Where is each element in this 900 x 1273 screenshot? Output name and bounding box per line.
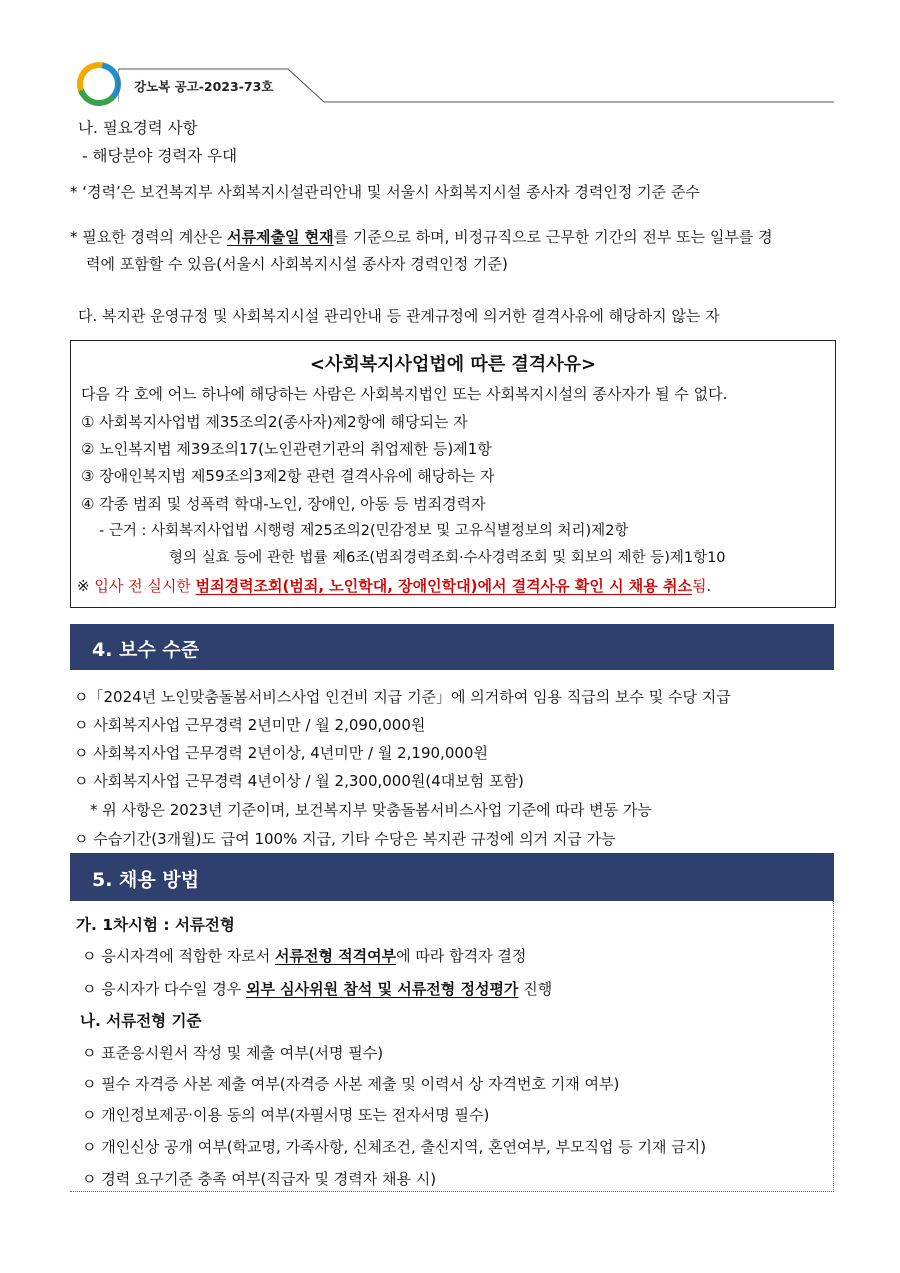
logo-icon bbox=[74, 61, 124, 107]
legal-basis-1: - 근거 : 사회복지사업법 시행령 제25조의2(민감정보 및 고유식별정보의 처리)제2항 bbox=[99, 523, 629, 539]
section-4-header bbox=[70, 624, 834, 670]
career-note-2-emphasis: 서류제출일 현재 bbox=[226, 228, 334, 246]
screening-item-1-pre: ㅇ 응시자격에 적합한 자로서 bbox=[82, 947, 275, 965]
criteria-item-3: ㅇ 개인정보제공·이용 동의 여부(자필서명 또는 전자서명 필수) bbox=[82, 1106, 490, 1124]
pay-note: * 위 사항은 2023년 기준이며, 보건복지부 맞춤돌봄서비스사업 기준에 따라 변동 가능 bbox=[90, 801, 652, 819]
notice-number: 강노복 공고-2023-73호 bbox=[134, 79, 274, 94]
disqualification-item-2: ② 노인복지법 제39조의17(노인관련기관의 취업제한 등)제1항 bbox=[81, 440, 492, 458]
pay-item-5: ㅇ 수습기간(3개월)도 급여 100% 지급, 기타 수당은 복지관 규정에 의거 지급 가능 bbox=[74, 830, 616, 848]
screening-item-2 bbox=[82, 978, 552, 1000]
disqualification-item-1: ① 사회복지사업법 제35조의2(종사자)제2항에 해당되는 자 bbox=[81, 413, 468, 431]
career-note-2-post: 를 기준으로 하며, 비정규직으로 근무한 기간의 전부 또는 일부를 경 bbox=[333, 228, 773, 246]
pay-item-2: ㅇ 사회복지사업 근무경력 2년미만 / 월 2,090,000원 bbox=[74, 716, 426, 734]
criteria-item-1: ㅇ 표준응시원서 작성 및 제출 여부(서명 필수) bbox=[82, 1044, 384, 1062]
pay-item-3: ㅇ 사회복지사업 근무경력 2년이상, 4년미만 / 월 2,190,000원 bbox=[74, 744, 488, 762]
warning-pre: 입사 전 실시한 bbox=[94, 577, 196, 595]
warning-mark: ※ bbox=[77, 577, 90, 595]
screening-item-1 bbox=[82, 945, 526, 967]
criteria-item-2: ㅇ 필수 자격증 사본 제출 여부(자격증 사본 제출 및 이력서 상 자격번호 기재 여부) bbox=[82, 1075, 620, 1093]
screening-item-2-post: 진행 bbox=[518, 980, 553, 998]
section-na-item: - 해당분야 경력자 우대 bbox=[82, 147, 238, 165]
header bbox=[70, 55, 834, 110]
warning-end: . bbox=[706, 577, 712, 595]
warning-post: 됨 bbox=[691, 577, 707, 595]
criteria-item-4: ㅇ 개인신상 공개 여부(학교명, 가족사항, 신체조건, 출신지역, 혼연여부, 부모직업 등 기재 금지) bbox=[82, 1138, 707, 1156]
disqualification-title: <사회복지사업법에 따른 결격사유> bbox=[309, 354, 597, 375]
disqualification-box bbox=[70, 340, 836, 608]
screening-title: 가. 1차시험 : 서류전형 bbox=[76, 916, 235, 934]
career-note-2-line2: 력에 포함할 수 있음(서울시 사회복지시설 종사자 경력인정 기준) bbox=[86, 255, 508, 273]
section-4-title: 4. 보수 수준 bbox=[92, 639, 200, 661]
career-note-2 bbox=[70, 226, 773, 248]
disqualification-item-4: ④ 각종 범죄 및 성폭력 학대-노인, 장애인, 아동 등 범죄경력자 bbox=[81, 495, 486, 513]
screening-item-1-emphasis: 서류전형 적격여부 bbox=[274, 947, 397, 965]
screening-item-1-post: 에 따라 합격자 결정 bbox=[396, 947, 527, 965]
screening-item-2-pre: ㅇ 응시자가 다수일 경우 bbox=[82, 980, 246, 998]
section-5-header bbox=[70, 853, 834, 901]
career-note-2-pre: * 필요한 경력의 계산은 bbox=[70, 228, 227, 246]
career-note-1: * ‘경력’은 보건복지부 사회복지시설관리안내 및 서울시 사회복지시설 종사자 경력인정 기준 준수 bbox=[70, 183, 700, 201]
screening-item-2-emphasis: 외부 심사위원 참석 및 서류전형 정성평가 bbox=[245, 980, 519, 998]
disqualification-item-3: ③ 장애인복지법 제59조의3제2항 관련 결격사유에 해당하는 자 bbox=[81, 467, 495, 485]
section-na-title: 나. 필요경력 사항 bbox=[78, 119, 198, 137]
warning-emphasis: 범죄경력조회(범죄, 노인학대, 장애인학대)에서 결격사유 확인 시 채용 취소 bbox=[195, 577, 692, 595]
criteria-title: 나. 서류전형 기준 bbox=[80, 1012, 202, 1030]
disqualification-intro: 다음 각 호에 어느 하나에 해당하는 사람은 사회복지법인 또는 사회복지시설의 종사자가 될 수 없다. bbox=[81, 385, 728, 403]
pay-item-4: ㅇ 사회복지사업 근무경력 4년이상 / 월 2,300,000원(4대보험 포함) bbox=[74, 772, 524, 790]
section-da-title: 다. 복지관 운영규정 및 사회복지시설 관리안내 등 관계규정에 의거한 결격사유에 해당하지 않는 자 bbox=[78, 307, 720, 325]
section-5-title: 5. 채용 방법 bbox=[92, 869, 200, 891]
criteria-item-5: ㅇ 경력 요구기준 충족 여부(직급자 및 경력자 채용 시) bbox=[82, 1170, 437, 1188]
cancellation-warning bbox=[77, 575, 711, 597]
legal-basis-2: 형의 실효 등에 관한 법률 제6조(범죄경력조회·수사경력조회 및 회보의 제한 등)제1항10 bbox=[169, 550, 726, 566]
pay-item-1: ㅇ「2024년 노인맞춤돌봄서비스사업 인건비 지급 기준」에 의거하여 임용 직급의 보수 및 수당 지급 bbox=[74, 688, 731, 706]
